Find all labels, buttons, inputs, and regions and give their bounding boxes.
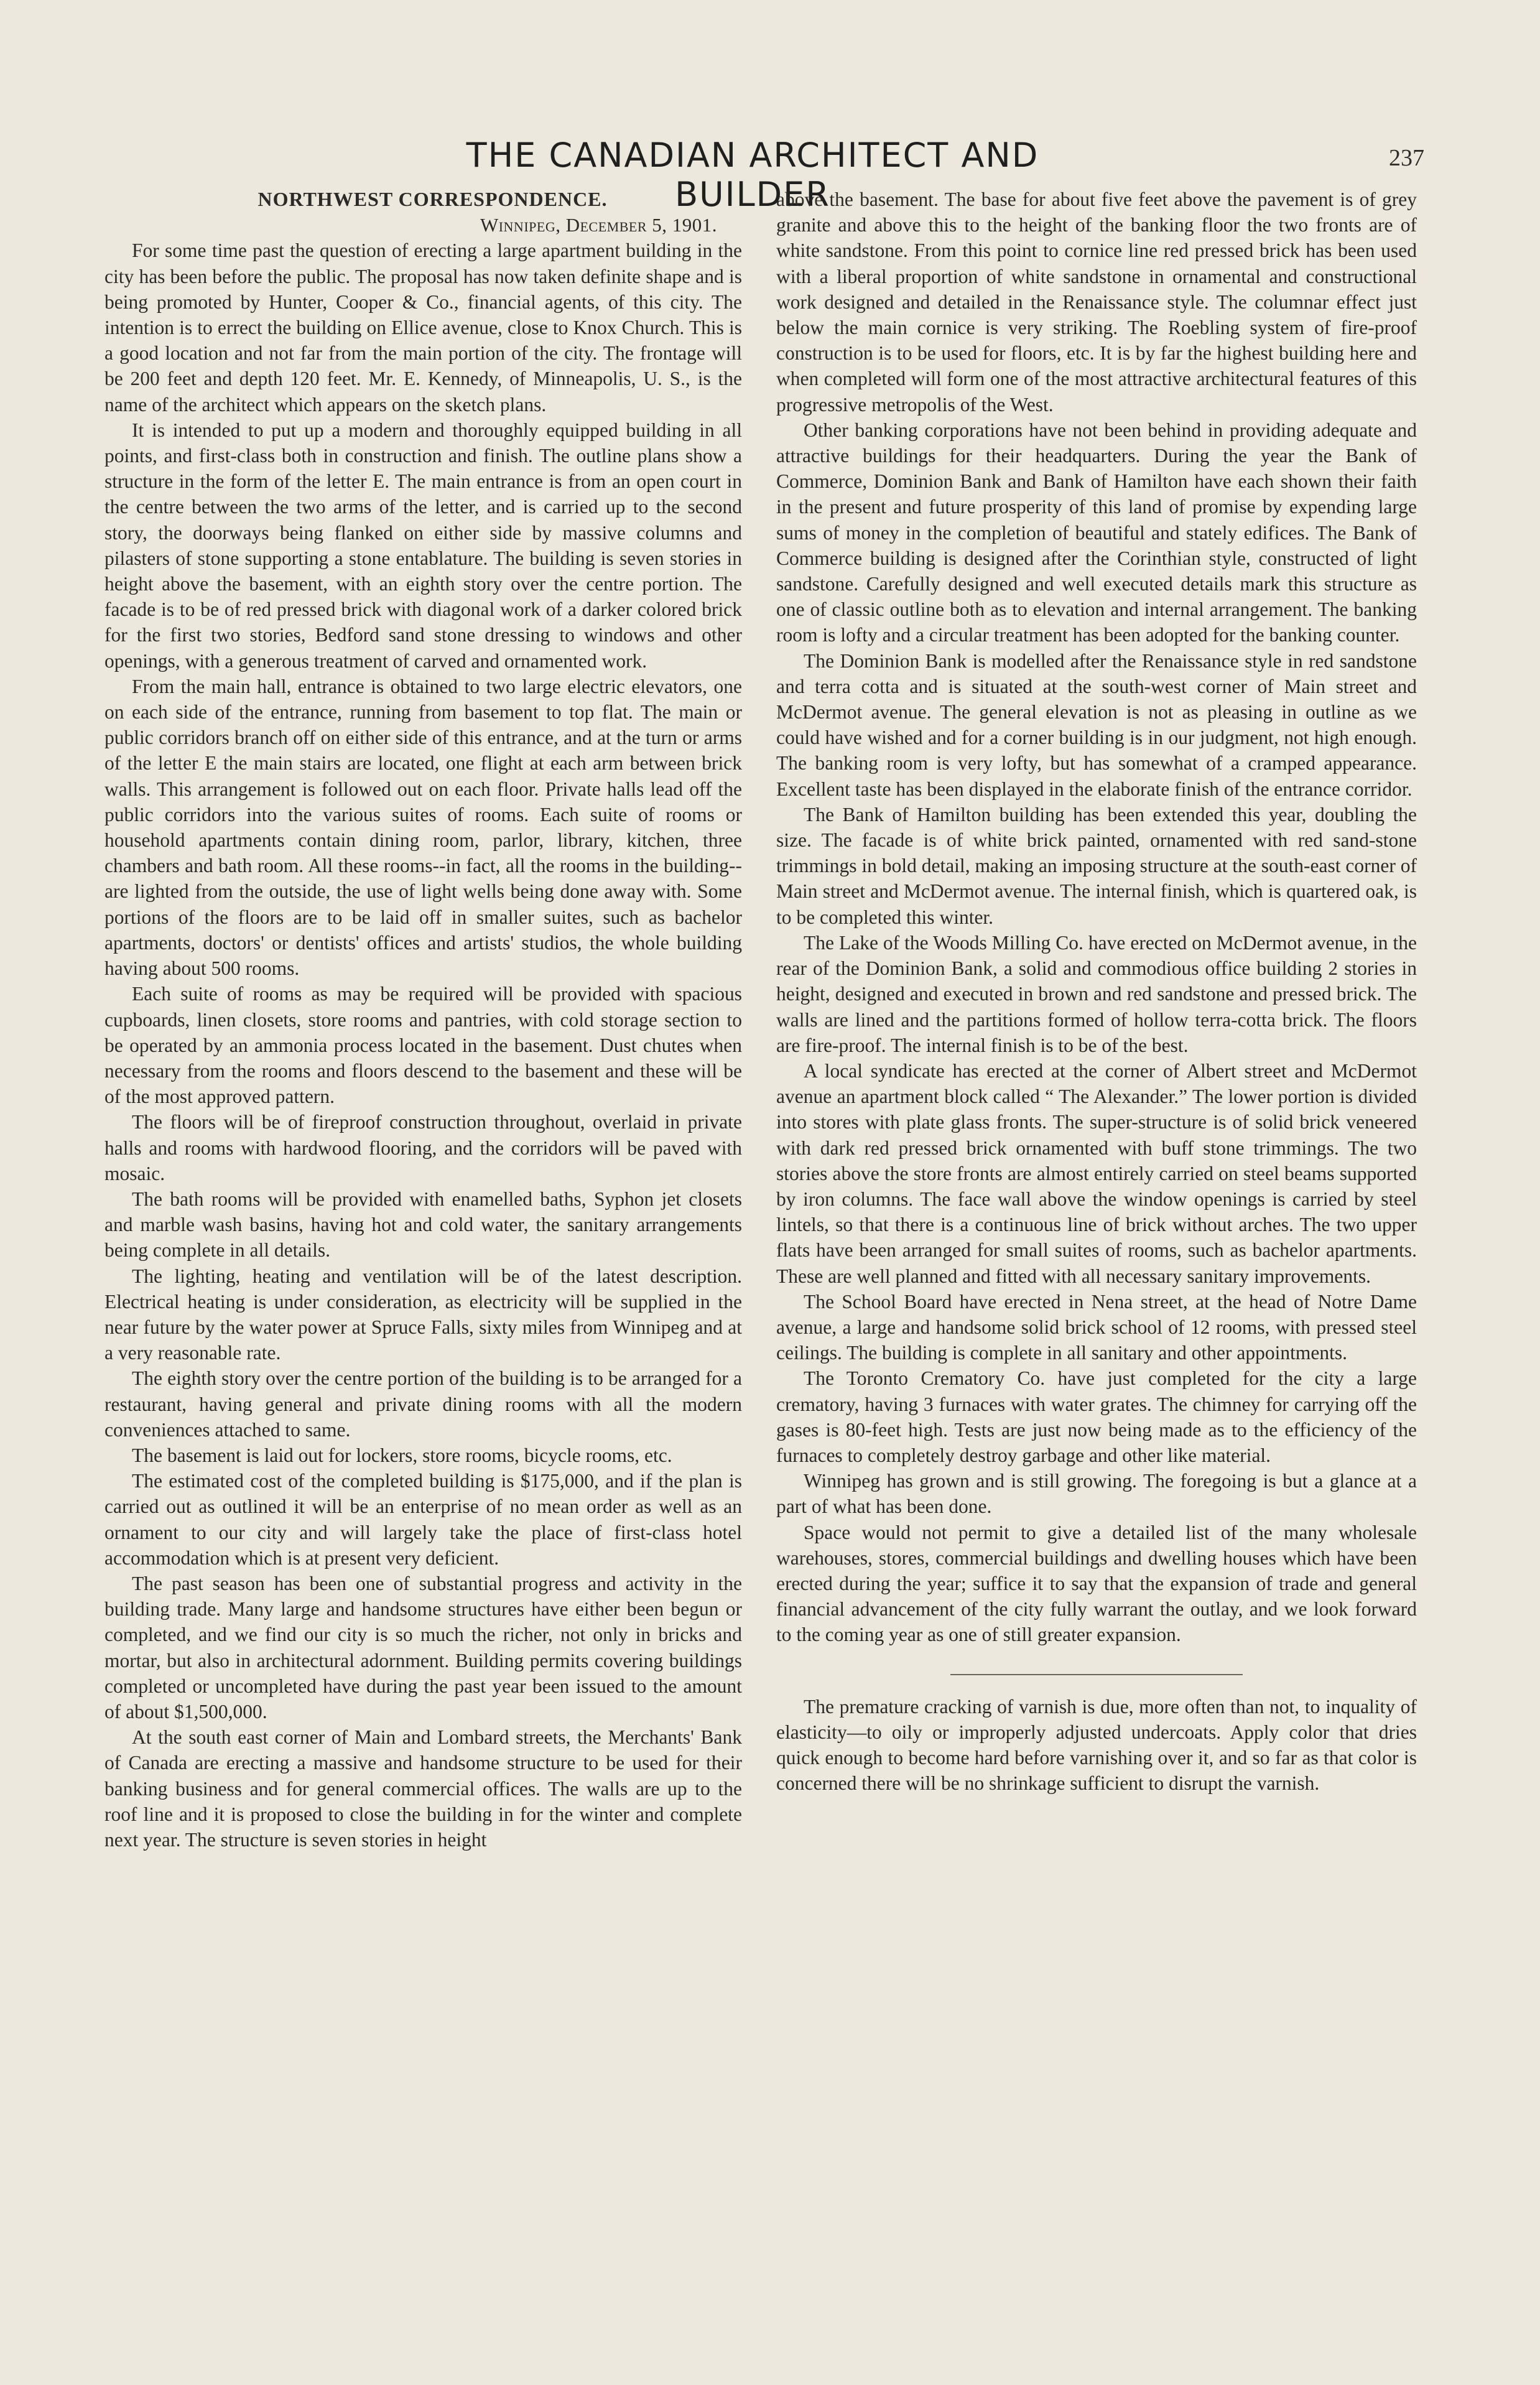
article-heading: NORTHWEST CORRESPONDENCE. bbox=[257, 188, 608, 210]
publication-title: THE CANADIAN ARCHITECT AND BUILDER bbox=[466, 136, 1039, 214]
paragraph: The eighth story over the centre portion of the building is to be arranged for a restaurant, having general and private dining rooms with all the modern conveniences attached to same. bbox=[104, 1367, 742, 1441]
paragraph: The Bank of Hamilton building has been extended this year, doubling the size. The facade is of white brick painted, ornamented with red sand-stone trimmings in bold detail, making an imposing structure at the south-east corner of Main street and McDermot avenue. The internal finish, which is quartered oak, is to be completed this winter. bbox=[776, 803, 1417, 928]
paragraph: above the basement. The base for about five feet above the pavement is of grey granite and above this to the height of the banking floor the two fronts are of white sandstone. From this point to cornice line red pressed brick has been used with a liberal proportion of white sandstone in ornamental and constructional work designed and detailed in the Renaissance style. The columnar effect just below the main cornice is very striking. The Roebling system of fire-proof construction is to be used for floors, etc. It is by far the highest building here and when completed will form one of the most attractive architectural features of this progressive metropolis of the West. bbox=[776, 188, 1417, 416]
paragraph: Winnipeg has grown and is still growing. The foregoing is but a glance at a part of what has been done. bbox=[776, 1470, 1417, 1518]
paragraph: It is intended to put up a modern and thoroughly equipped building in all points, and first-class both in construction and finish. The outline plans show a structure in the form of the letter E. The main entrance is from an open court in the centre between the two arms of the letter, and is carried up to the second story, the doorways being flanked on either side by massive columns and pilasters of stone supporting a stone entablature. The building is seven stories in height above the basement, with an eighth story over the centre portion. The facade is to be of red pressed brick with diagonal work of a darker colored brick for the first two stories, Bedford sand stone dressing to windows and other openings, with a generous treatment of carved and ornamented work. bbox=[104, 419, 742, 672]
paragraph: The estimated cost of the completed building is $175,000, and if the plan is carried out as outlined it will be an enterprise of no mean order as well as an ornament to our city and will largely take the place of first-class hotel accommodation which is at present very deficient. bbox=[104, 1470, 742, 1569]
paragraph: The Lake of the Woods Milling Co. have erected on McDermot avenue, in the rear of the Dominion Bank, a solid and commodious office building 2 stories in height, designed and executed in brown and red sandstone and pressed brick. The walls are lined and the partitions formed of hollow terra-cotta brick. The floors are fire-proof. The internal finish is to be of the best. bbox=[776, 931, 1417, 1056]
paragraph: The lighting, heating and ventilation will be of the latest description. Electrical heating is under consideration, as electricity will be supplied in the near future by the water power at Spruce Falls, sixty miles from Winnipeg and at a very reasonable rate. bbox=[104, 1265, 742, 1364]
right-column bbox=[776, 187, 1417, 1796]
paragraph: The bath rooms will be provided with enamelled baths, Syphon jet closets and marble wash basins, having hot and cold water, the sanitary arrangements being complete in all details. bbox=[104, 1188, 742, 1262]
section-divider bbox=[950, 1674, 1243, 1675]
paragraph: The Dominion Bank is modelled after the Renaissance style in red sandstone and terra cotta and is situated at the south-west corner of Main street and McDermot avenue. The general elevation is not as pleasing in outline as we could have wished and for a corner building is in our judgment, not high enough. The banking room is very lofty, but has somewhat of a cramped appearance. Excellent taste has been displayed in the elaborate finish of the entrance corridor. bbox=[776, 649, 1417, 800]
paragraph: A local syndicate has erected at the corner of Albert street and McDermot avenue an apartment block called “ The Alexander.” The lower portion is divided into stores with plate glass fronts. The super-structure is of solid brick veneered with dark red pressed brick ornamented with buff stone trimmings. The two stories above the store fronts are almost entirely carried on steel beams supported by iron columns. The face wall above the window openings is carried by steel lintels, so that there is a continuous line of brick without arches. The two upper flats have been arranged for small suites of rooms, such as bachelor apartments. These are well planned and fitted with all necessary sanitary improvements. bbox=[776, 1059, 1417, 1287]
paragraph: At the south east corner of Main and Lombard streets, the Merchants' Bank of Canada are erecting a massive and handsome structure to be used for their banking business and for general commercial offices. The walls are up to the roof line and it is proposed to close the building in for the winter and complete next year. The structure is seven stories in height bbox=[104, 1726, 742, 1851]
left-column bbox=[104, 187, 742, 1853]
paragraph: The past season has been one of substantial progress and activity in the building trade. Many large and handsome structures have either been begun or completed, and we find our city is so much the richer, not only in bricks and mortar, but also in architectural adornment. Building permits covering buildings completed or uncompleted have during the past year been issued to the amount of about $1,500,000. bbox=[104, 1572, 742, 1722]
paragraph: Space would not permit to give a detailed list of the many wholesale warehouses, stores, commercial buildings and dwelling houses which have been erected during the year; suffice it to say that the expansion of trade and general financial advancement of the city fully warrant the outlay, and we look forward to the coming year as one of still greater expansion. bbox=[776, 1521, 1417, 1646]
paragraph: Other banking corporations have not been behind in providing adequate and attractive buildings for their headquarters. During the year the Bank of Commerce, Dominion Bank and Bank of Hamilton have each shown their faith in the present and future prosperity of this land of promise by expending large sums of money in the completion of beautiful and stately edifices. The Bank of Commerce building is designed after the Corinthian style, constructed of light sandstone. Carefully designed and well executed details mark this structure as one of classic outline both as to elevation and internal arrangement. The banking room is lofty and a circular treatment has been adopted for the banking counter. bbox=[776, 419, 1417, 646]
dateline: Winnipeg, December 5, 1901. bbox=[480, 214, 717, 236]
paragraph: Each suite of rooms as may be required will be provided with spacious cupboards, linen closets, store rooms and pantries, with cold storage section to be operated by an ammonia process located in the basement. Dust chutes when necessary from the rooms and floors descend to the basement and these will be of the most approved pattern. bbox=[104, 983, 742, 1108]
paragraph: The basement is laid out for lockers, store rooms, bicycle rooms, etc. bbox=[132, 1444, 672, 1466]
paragraph: For some time past the question of erecting a large apartment building in the city has been before the public. The proposal has now taken definite shape and is being promoted by Hunter, Cooper & Co., financial agents, of this city. The intention is to errect the building on Ellice avenue, close to Knox Church. This is a good location and not far from the main portion of the city. The frontage will be 200 feet and depth 120 feet. Mr. E. Kennedy, of Minneapolis, U. S., is the name of the architect which appears on the sketch plans. bbox=[104, 239, 742, 416]
paragraph: The School Board have erected in Nena street, at the head of Notre Dame avenue, a large and handsome solid brick school of 12 rooms, with pressed steel ceilings. The building is complete in all sanitary and other appointments. bbox=[776, 1290, 1417, 1364]
paragraph: The Toronto Crematory Co. have just completed for the city a large crematory, having 3 furnaces with water grates. The chimney for carrying off the gases is 80-feet high. Tests are just now being made as to the efficiency of the furnaces to completely destroy garbage and other like material. bbox=[776, 1367, 1417, 1466]
paragraph: From the main hall, entrance is obtained to two large electric elevators, one on each side of the entrance, running from basement to top flat. The main or public corridors branch off on either side of this entrance, and at the turn or arms of the letter E the main stairs are located, one flight at each arm between brick walls. This arrangement is followed out on each floor. Private halls lead off the public corridors into the various suites of rooms. Each suite of rooms or household apartments contain dining room, parlor, library, kitchen, three chambers and bath room. All these rooms--in fact, all the rooms in the building--are lighted from the outside, the use of light wells being done away with. Some portions of the floors are to be laid off in smaller suites, such as bachelor apartments, doctors' or dentists' offices and artists' studios, the whole building having about 500 rooms. bbox=[104, 675, 742, 980]
page-number: 237 bbox=[1389, 145, 1424, 171]
paragraph: The floors will be of fireproof construction throughout, overlaid in private halls and rooms with hardwood flooring, and the corridors will be paved with mosaic. bbox=[104, 1111, 742, 1184]
varnish-note: The premature cracking of varnish is due, more often than not, to inquality of elasticity—to oily or improperly adjusted undercoats. Apply color that dries quick enough to become hard before varnishing over it, and so far as that color is concerned there will be no shrinkage sufficient to disrupt the varnish. bbox=[776, 1695, 1417, 1795]
